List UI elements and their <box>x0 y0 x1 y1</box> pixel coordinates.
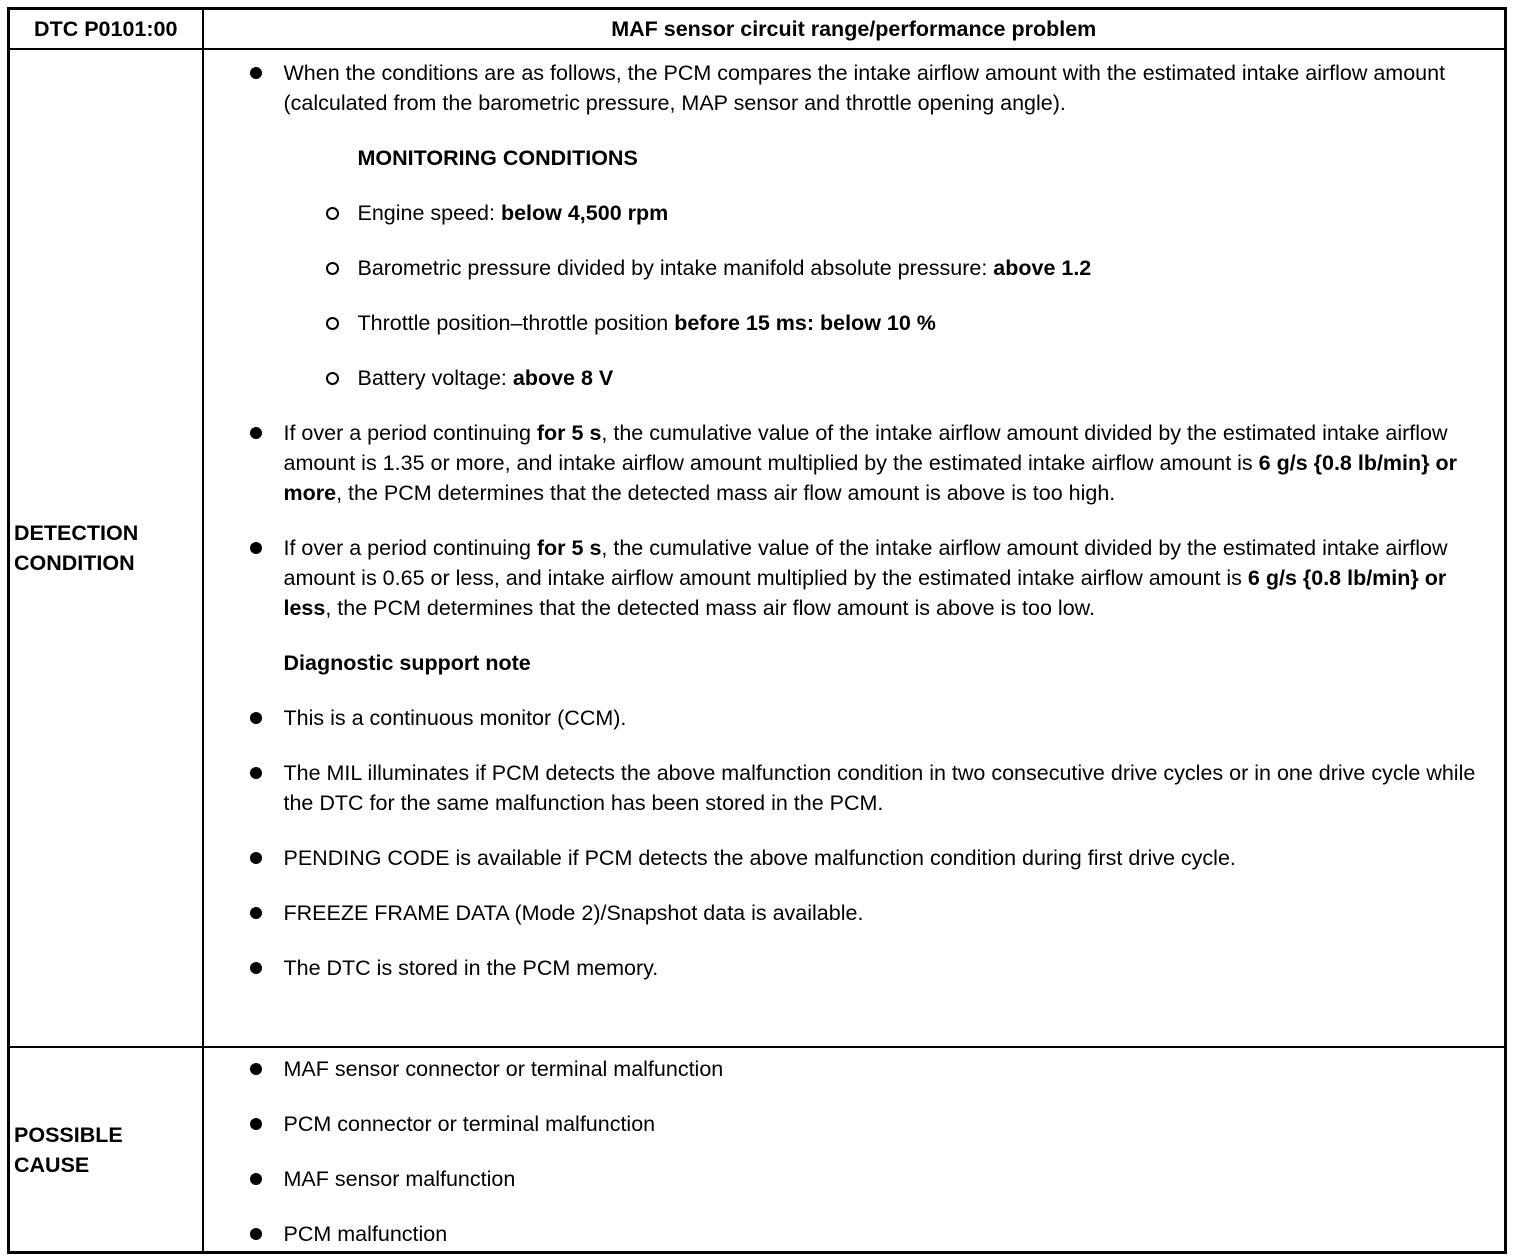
detection-label <box>9 49 203 1047</box>
high-condition-bullet <box>204 418 1505 508</box>
low-text-a: If over a period continuing <box>283 536 537 560</box>
high-text-e: , the PCM determines that the detected mass air flow amount is above is too high. <box>336 481 1116 505</box>
condition-text: Throttle position–throttle position <box>357 311 675 335</box>
detection-row <box>9 49 1506 1047</box>
low-text-b: for 5 s <box>536 536 602 560</box>
intro-bullet <box>204 58 1505 118</box>
note-item: This is a continuous monitor (CCM). <box>204 703 1505 733</box>
condition-value: below 4,500 rpm <box>500 201 669 225</box>
detection-label-line2: CONDITION <box>14 551 135 575</box>
high-text-c: , the cumulative value of the intake airflow amount divided by the estimated intake airflow amount is 1.35 or more, and intake airflow amount multiplied by the estimated intake airflow amount is <box>283 421 1448 475</box>
possible-label-line1: POSSIBLE <box>14 1122 123 1147</box>
dtc-title: MAF sensor circuit range/performance problem <box>203 9 1506 50</box>
cause-item: PCM malfunction <box>204 1219 1505 1249</box>
condition-text: Engine speed: <box>357 201 501 225</box>
condition-value: before 15 ms: below 10 % <box>674 311 936 335</box>
header-row <box>9 9 1506 50</box>
condition-item <box>204 363 1505 393</box>
intro-text: When the conditions are as follows, the PCM compares the intake airflow amount with the estimated intake airflow amount (calculated from the barometric pressure, MAP sensor and throttle opening angle). <box>283 61 1446 115</box>
dtc-code: DTC P0101:00 <box>9 9 203 50</box>
condition-item <box>204 253 1505 283</box>
condition-value: above 8 V <box>512 366 614 390</box>
note-item: The MIL illuminates if PCM detects the above malfunction condition in two consecutive drive cycles or in one drive cycle while the DTC for the same malfunction has been stored in the PCM. <box>204 758 1505 818</box>
low-text-d: 6 g/s {0.8 lb/min} or less <box>283 566 1447 620</box>
possible-row <box>9 1047 1506 1253</box>
low-text-e: , the PCM determines that the detected mass air flow amount is above is too low. <box>325 596 1095 620</box>
condition-item <box>204 308 1505 338</box>
possible-label-line2: CAUSE <box>14 1152 90 1177</box>
condition-text: Barometric pressure divided by intake manifold absolute pressure: <box>357 256 994 280</box>
monitoring-heading: MONITORING CONDITIONS <box>357 146 638 170</box>
condition-value: above 1.2 <box>993 256 1092 280</box>
condition-item <box>204 198 1505 228</box>
note-item: PENDING CODE is available if PCM detects the above malfunction condition during first drive cycle. <box>204 843 1505 873</box>
high-text-d: 6 g/s {0.8 lb/min} or more <box>283 451 1457 505</box>
cause-item: PCM connector or terminal malfunction <box>204 1109 1505 1139</box>
possible-content <box>203 1047 1506 1253</box>
condition-text: Battery voltage: <box>357 366 513 390</box>
cause-item: MAF sensor malfunction <box>204 1164 1505 1194</box>
note-item: FREEZE FRAME DATA (Mode 2)/Snapshot data is available. <box>204 898 1505 928</box>
note-heading: Diagnostic support note <box>283 651 531 675</box>
low-text-c: , the cumulative value of the intake airflow amount divided by the estimated intake airflow amount is 0.65 or less, and intake airflow amount multiplied by the estimated intake airflow amount is <box>283 536 1448 590</box>
dtc-table <box>7 7 1507 1254</box>
possible-label <box>9 1047 203 1253</box>
cause-item: MAF sensor connector or terminal malfunction <box>204 1054 1505 1084</box>
detection-label-line1: DETECTION <box>14 521 139 545</box>
high-text-a: If over a period continuing <box>283 421 537 445</box>
high-text-b: for 5 s <box>536 421 602 445</box>
detection-content <box>203 49 1506 1047</box>
note-item: The DTC is stored in the PCM memory. <box>204 953 1505 983</box>
low-condition-bullet <box>204 533 1505 623</box>
